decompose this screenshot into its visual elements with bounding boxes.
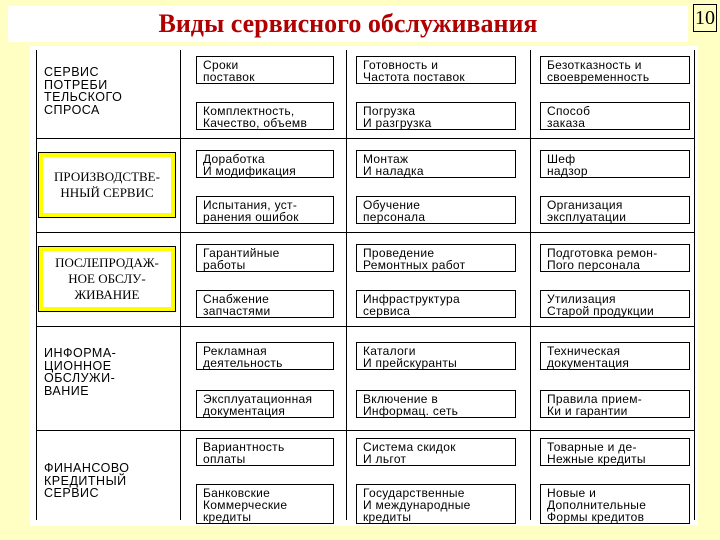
service-box: Правила прием- Ки и гарантии xyxy=(540,390,690,418)
service-box: Снабжение запчастями xyxy=(196,290,334,318)
service-box: Шеф надзор xyxy=(540,150,690,178)
column-connector-3 xyxy=(530,50,531,520)
column-connector-2 xyxy=(346,50,347,520)
service-box: Безотказность и своевременность xyxy=(540,56,690,84)
group-separator xyxy=(36,430,694,431)
category-production: ПРОИЗВОДСТВЕ- ННЫЙ СЕРВИС xyxy=(43,157,171,213)
service-box: Государственные И международные кредиты xyxy=(356,484,516,524)
service-box: Способ заказа xyxy=(540,102,690,130)
page-title: Виды сервисного обслуживания xyxy=(8,6,688,42)
category-financial-credit: ФИНАНСОВО КРЕДИТНЫЙ СЕРВИС xyxy=(38,458,156,508)
service-box: Банковские Коммерческие кредиты xyxy=(196,484,334,524)
category-consumer-demand: СЕРВИС ПОТРЕБИ ТЕЛЬСКОГО СПРОСА xyxy=(38,62,156,128)
left-connector-line xyxy=(36,50,37,520)
service-box: Погрузка И разгрузка xyxy=(356,102,516,130)
service-box: Комплектность, Качество, объемв xyxy=(196,102,334,130)
service-box: Готовность и Частота поставок xyxy=(356,56,516,84)
service-box: Включение в Информац. сеть xyxy=(356,390,516,418)
service-box: Вариантность оплаты xyxy=(196,438,334,466)
group-separator xyxy=(36,326,694,327)
category-production-frame xyxy=(38,152,176,218)
group-separator xyxy=(36,138,694,139)
service-box: Система скидок И льгот xyxy=(356,438,516,466)
service-box: Техническая документация xyxy=(540,342,690,370)
right-connector-line xyxy=(694,50,695,520)
service-box: Испытания, уст- ранения ошибок xyxy=(196,196,334,224)
column-connector-1 xyxy=(180,50,181,520)
service-box: Каталоги И прейскуранты xyxy=(356,342,516,370)
service-box: Рекламная деятельность xyxy=(196,342,334,370)
category-aftersales: ПОСЛЕПРОДАЖ- НОЕ ОБСЛУ- ЖИВАНИЕ xyxy=(43,251,171,307)
category-aftersales-frame xyxy=(38,246,176,312)
service-box: Подготовка ремон- Пого персонала xyxy=(540,244,690,272)
service-box: Гарантийные работы xyxy=(196,244,334,272)
service-box: Сроки поставок xyxy=(196,56,334,84)
service-box: Доработка И модификация xyxy=(196,150,334,178)
service-box: Организация эксплуатации xyxy=(540,196,690,224)
service-box: Проведение Ремонтных работ xyxy=(356,244,516,272)
page-number: 10 xyxy=(693,4,717,32)
service-box: Товарные и де- Нежные кредиты xyxy=(540,438,690,466)
group-separator xyxy=(36,232,694,233)
service-box: Монтаж И наладка xyxy=(356,150,516,178)
category-information: ИНФОРМА- ЦИОННОЕ ОБСЛУЖИ- ВАНИЕ xyxy=(38,343,156,417)
service-box: Инфраструктура сервиса xyxy=(356,290,516,318)
service-box: Эксплуатационная документация xyxy=(196,390,334,418)
service-box: Утилизация Старой продукции xyxy=(540,290,690,318)
service-box: Новые и Дополнительные Формы кредитов xyxy=(540,484,690,524)
service-box: Обучение персонала xyxy=(356,196,516,224)
